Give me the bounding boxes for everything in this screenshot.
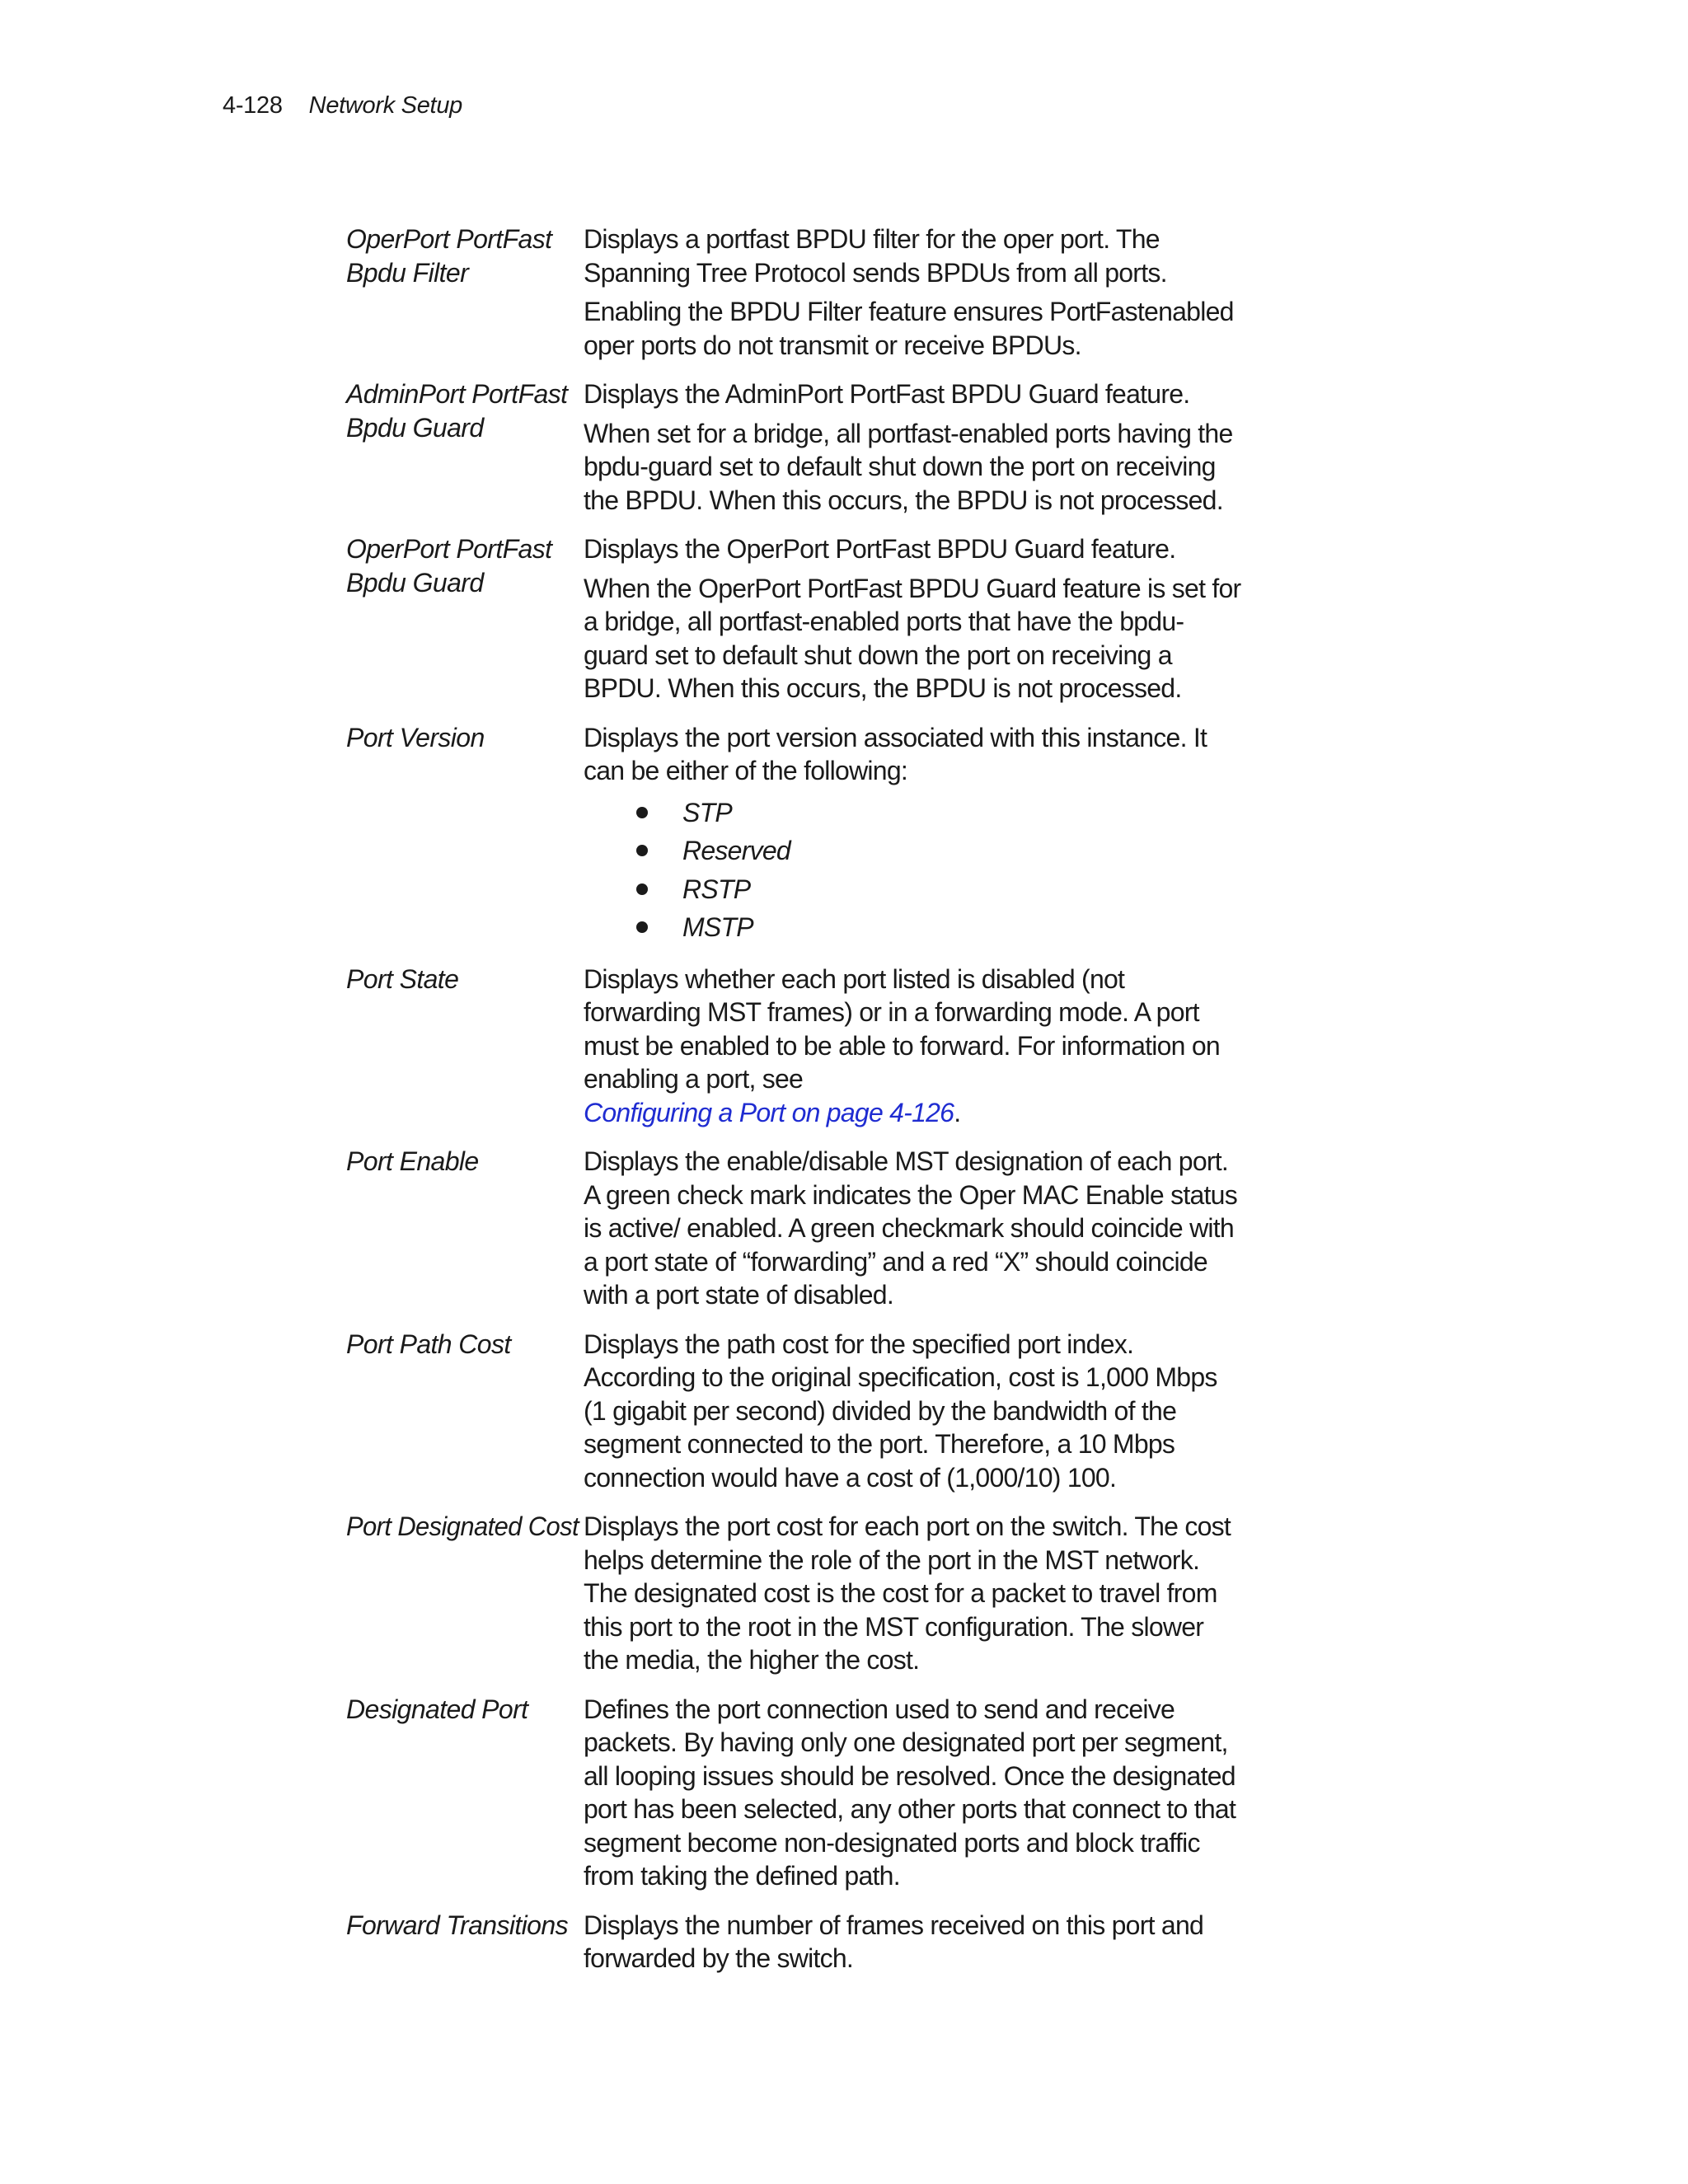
description-paragraph xyxy=(584,963,1245,1130)
term-line: Port State xyxy=(346,963,459,994)
description-paragraph xyxy=(584,1328,1245,1495)
term-line: Bpdu Guard xyxy=(346,567,484,598)
definition-description xyxy=(584,1145,1245,1312)
definition-description xyxy=(584,1693,1245,1893)
definition-list xyxy=(346,223,1245,1991)
definition-term xyxy=(346,1510,584,1677)
bullet-icon xyxy=(636,807,648,818)
term-line: Port Designated Cost xyxy=(346,1511,579,1541)
bullet-item xyxy=(584,794,1245,832)
definition-term xyxy=(346,721,584,947)
bullet-text: RSTP xyxy=(682,874,751,904)
definition-row xyxy=(346,1328,1245,1495)
paragraph-text: Displays the port version associated with this instance. It can be either of the following: xyxy=(584,722,1207,785)
definition-row xyxy=(346,721,1245,947)
definition-row xyxy=(346,223,1245,362)
description-paragraph xyxy=(584,721,1245,788)
definition-term xyxy=(346,1328,584,1495)
term-line: AdminPort PortFast xyxy=(346,379,568,409)
term-line: Port Path Cost xyxy=(346,1329,511,1359)
page-number: 4-128 xyxy=(223,92,283,119)
description-paragraph xyxy=(584,223,1245,289)
definition-row xyxy=(346,963,1245,1130)
paragraph-text: Defines the port connection used to send and receive packets. By having only one designated port per segment, all looping issues should be resolved. Once the designated port has been selected, any other ports that connect to that segment become non-designated ports and block traffic from taking the defined path. xyxy=(584,1694,1236,1891)
description-paragraph xyxy=(584,572,1245,705)
description-paragraph xyxy=(584,1145,1245,1312)
description-paragraph xyxy=(584,1909,1245,1975)
definition-description xyxy=(584,377,1245,517)
definition-description xyxy=(584,532,1245,705)
bullet-icon xyxy=(636,883,648,895)
bullet-text: STP xyxy=(682,797,732,827)
page-header xyxy=(223,92,462,120)
link-suffix: . xyxy=(954,1097,961,1127)
definition-row xyxy=(346,1909,1245,1975)
definition-description xyxy=(584,1909,1245,1975)
definition-term xyxy=(346,1909,584,1975)
term-line: Forward Transitions xyxy=(346,1910,568,1940)
definition-term xyxy=(346,1145,584,1312)
cross-reference-link[interactable]: Configuring a Port on page 4-126 xyxy=(584,1097,954,1127)
definition-term xyxy=(346,963,584,1130)
term-line: OperPort PortFast xyxy=(346,534,552,564)
paragraph-text: Displays the AdminPort PortFast BPDU Guard feature. xyxy=(584,379,1190,409)
term-line: Port Version xyxy=(346,722,485,752)
description-paragraph xyxy=(584,295,1245,362)
bullet-icon xyxy=(636,845,648,856)
description-paragraph xyxy=(584,417,1245,518)
definition-description xyxy=(584,1510,1245,1677)
definition-term xyxy=(346,1693,584,1893)
bullet-list xyxy=(584,794,1245,947)
definition-description xyxy=(584,721,1245,947)
definition-row xyxy=(346,1510,1245,1677)
paragraph-text: When the OperPort PortFast BPDU Guard feature is set for a bridge, all portfast-enabled ports that have the bpdu-guard set to default shut down the port on receiving a BPDU. When this occurs, the BPDU is not processed. xyxy=(584,573,1241,703)
definition-row xyxy=(346,1145,1245,1312)
paragraph-text: Displays the number of frames received on this port and forwarded by the switch. xyxy=(584,1910,1204,1973)
description-paragraph xyxy=(584,1510,1245,1677)
paragraph-text: Displays a portfast BPDU filter for the oper port. The Spanning Tree Protocol sends BPDUs from all ports. xyxy=(584,224,1167,288)
bullet-text: MSTP xyxy=(682,912,753,942)
definition-row xyxy=(346,532,1245,705)
definition-row xyxy=(346,1693,1245,1893)
description-paragraph xyxy=(584,532,1245,566)
term-line: OperPort PortFast xyxy=(346,224,552,254)
term-line: Designated Port xyxy=(346,1694,528,1724)
paragraph-text: Enabling the BPDU Filter feature ensures PortFastenabled oper ports do not transmit or receive BPDUs. xyxy=(584,297,1234,360)
section-title: Network Setup xyxy=(308,92,462,119)
definition-term xyxy=(346,532,584,705)
definition-description xyxy=(584,223,1245,362)
bullet-text: Reserved xyxy=(682,836,790,865)
bullet-item xyxy=(584,832,1245,870)
definition-description xyxy=(584,1328,1245,1495)
paragraph-text: Displays whether each port listed is disabled (not forwarding MST frames) or in a forwarding mode. A port must be enabled to be able to forward. For information on enabling a port, see xyxy=(584,963,1220,1094)
definition-term xyxy=(346,223,584,362)
paragraph-text: Displays the port cost for each port on the switch. The cost helps determine the role of the port in the MST network. The designated cost is the cost for a packet to travel from this port to the root in the MST configuration. The slower the media, the higher the cost. xyxy=(584,1511,1231,1675)
paragraph-text: Displays the path cost for the specified port index. According to the original specification, cost is 1,000 Mbps (1 gigabit per second) divided by the bandwidth of the segment connected to the port. Therefore, a 10 Mbps connection would have a cost of (1,000/10) 100. xyxy=(584,1329,1217,1493)
paragraph-text: Displays the enable/disable MST designation of each port. A green check mark indicates the Oper MAC Enable status is active/ enabled. A green checkmark should coincide with a port state of “forwarding” and a red “X” should coincide with a port state of disabled. xyxy=(584,1146,1237,1310)
bullet-icon xyxy=(636,921,648,933)
definition-row xyxy=(346,377,1245,517)
bullet-item xyxy=(584,870,1245,909)
definition-description xyxy=(584,963,1245,1130)
term-line: Bpdu Filter xyxy=(346,257,469,288)
bullet-item xyxy=(584,908,1245,947)
paragraph-text: When set for a bridge, all portfast-enabled ports having the bpdu-guard set to default shut down the port on receiving the BPDU. When this occurs, the BPDU is not processed. xyxy=(584,418,1233,515)
term-line: Port Enable xyxy=(346,1146,479,1176)
definition-term xyxy=(346,377,584,517)
term-line: Bpdu Guard xyxy=(346,412,484,443)
description-paragraph xyxy=(584,1693,1245,1893)
description-paragraph xyxy=(584,377,1245,411)
paragraph-text: Displays the OperPort PortFast BPDU Guard feature. xyxy=(584,534,1176,564)
